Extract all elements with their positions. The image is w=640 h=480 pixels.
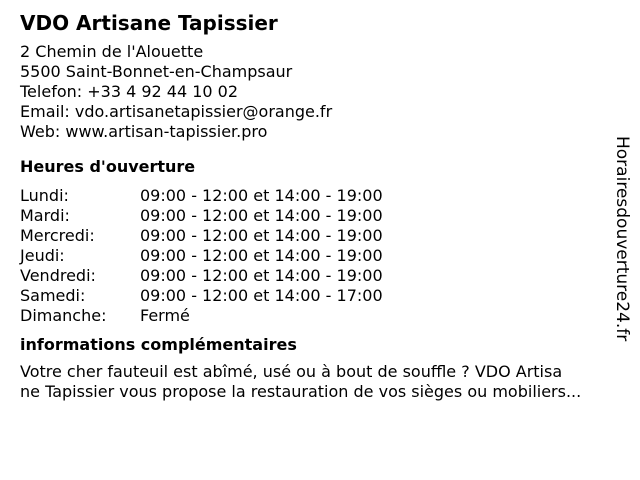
hours-times: Fermé <box>140 306 190 325</box>
hours-times: 09:00 - 12:00 et 14:00 - 19:00 <box>140 226 383 245</box>
hours-row <box>20 186 620 206</box>
hours-times: 09:00 - 12:00 et 14:00 - 19:00 <box>140 266 383 285</box>
email-line[interactable]: Email: vdo.artisanetapissier@orange.fr <box>20 102 333 121</box>
site-watermark: Horairesdouverture24.fr <box>612 136 632 342</box>
description-line-2: ne Tapissier vous propose la restauration de vos sièges ou mobiliers... <box>20 382 582 401</box>
hours-heading: Heures d'ouverture <box>20 157 196 176</box>
hours-times: 09:00 - 12:00 et 14:00 - 19:00 <box>140 206 383 225</box>
extra-info-heading: informations complémentaires <box>20 335 297 354</box>
business-name: VDO Artisane Tapissier <box>20 11 278 35</box>
phone-line[interactable]: Telefon: +33 4 92 44 10 02 <box>20 82 239 101</box>
address-line-1: 2 Chemin de l'Alouette <box>20 42 204 61</box>
hours-times: 09:00 - 12:00 et 14:00 - 19:00 <box>140 246 383 265</box>
hours-row <box>20 206 620 226</box>
hours-times: 09:00 - 12:00 et 14:00 - 19:00 <box>140 186 383 205</box>
hours-row <box>20 306 620 326</box>
hours-table <box>20 186 620 326</box>
address-line-2: 5500 Saint-Bonnet-en-Champsaur <box>20 62 293 81</box>
hours-day: Dimanche: <box>20 306 107 325</box>
hours-day: Lundi: <box>20 186 69 205</box>
hours-day: Samedi: <box>20 286 86 305</box>
hours-row <box>20 246 620 266</box>
hours-row <box>20 266 620 286</box>
hours-times: 09:00 - 12:00 et 14:00 - 17:00 <box>140 286 383 305</box>
business-card <box>20 10 620 402</box>
hours-day: Jeudi: <box>20 246 65 265</box>
hours-day: Mardi: <box>20 206 70 225</box>
hours-day: Vendredi: <box>20 266 96 285</box>
web-line[interactable]: Web: www.artisan-tapissier.pro <box>20 122 268 141</box>
hours-row <box>20 226 620 246</box>
description-line-1: Votre cher fauteuil est abîmé, usé ou à bout de souffle ? VDO Artisa <box>20 362 563 381</box>
hours-day: Mercredi: <box>20 226 95 245</box>
hours-row <box>20 286 620 306</box>
